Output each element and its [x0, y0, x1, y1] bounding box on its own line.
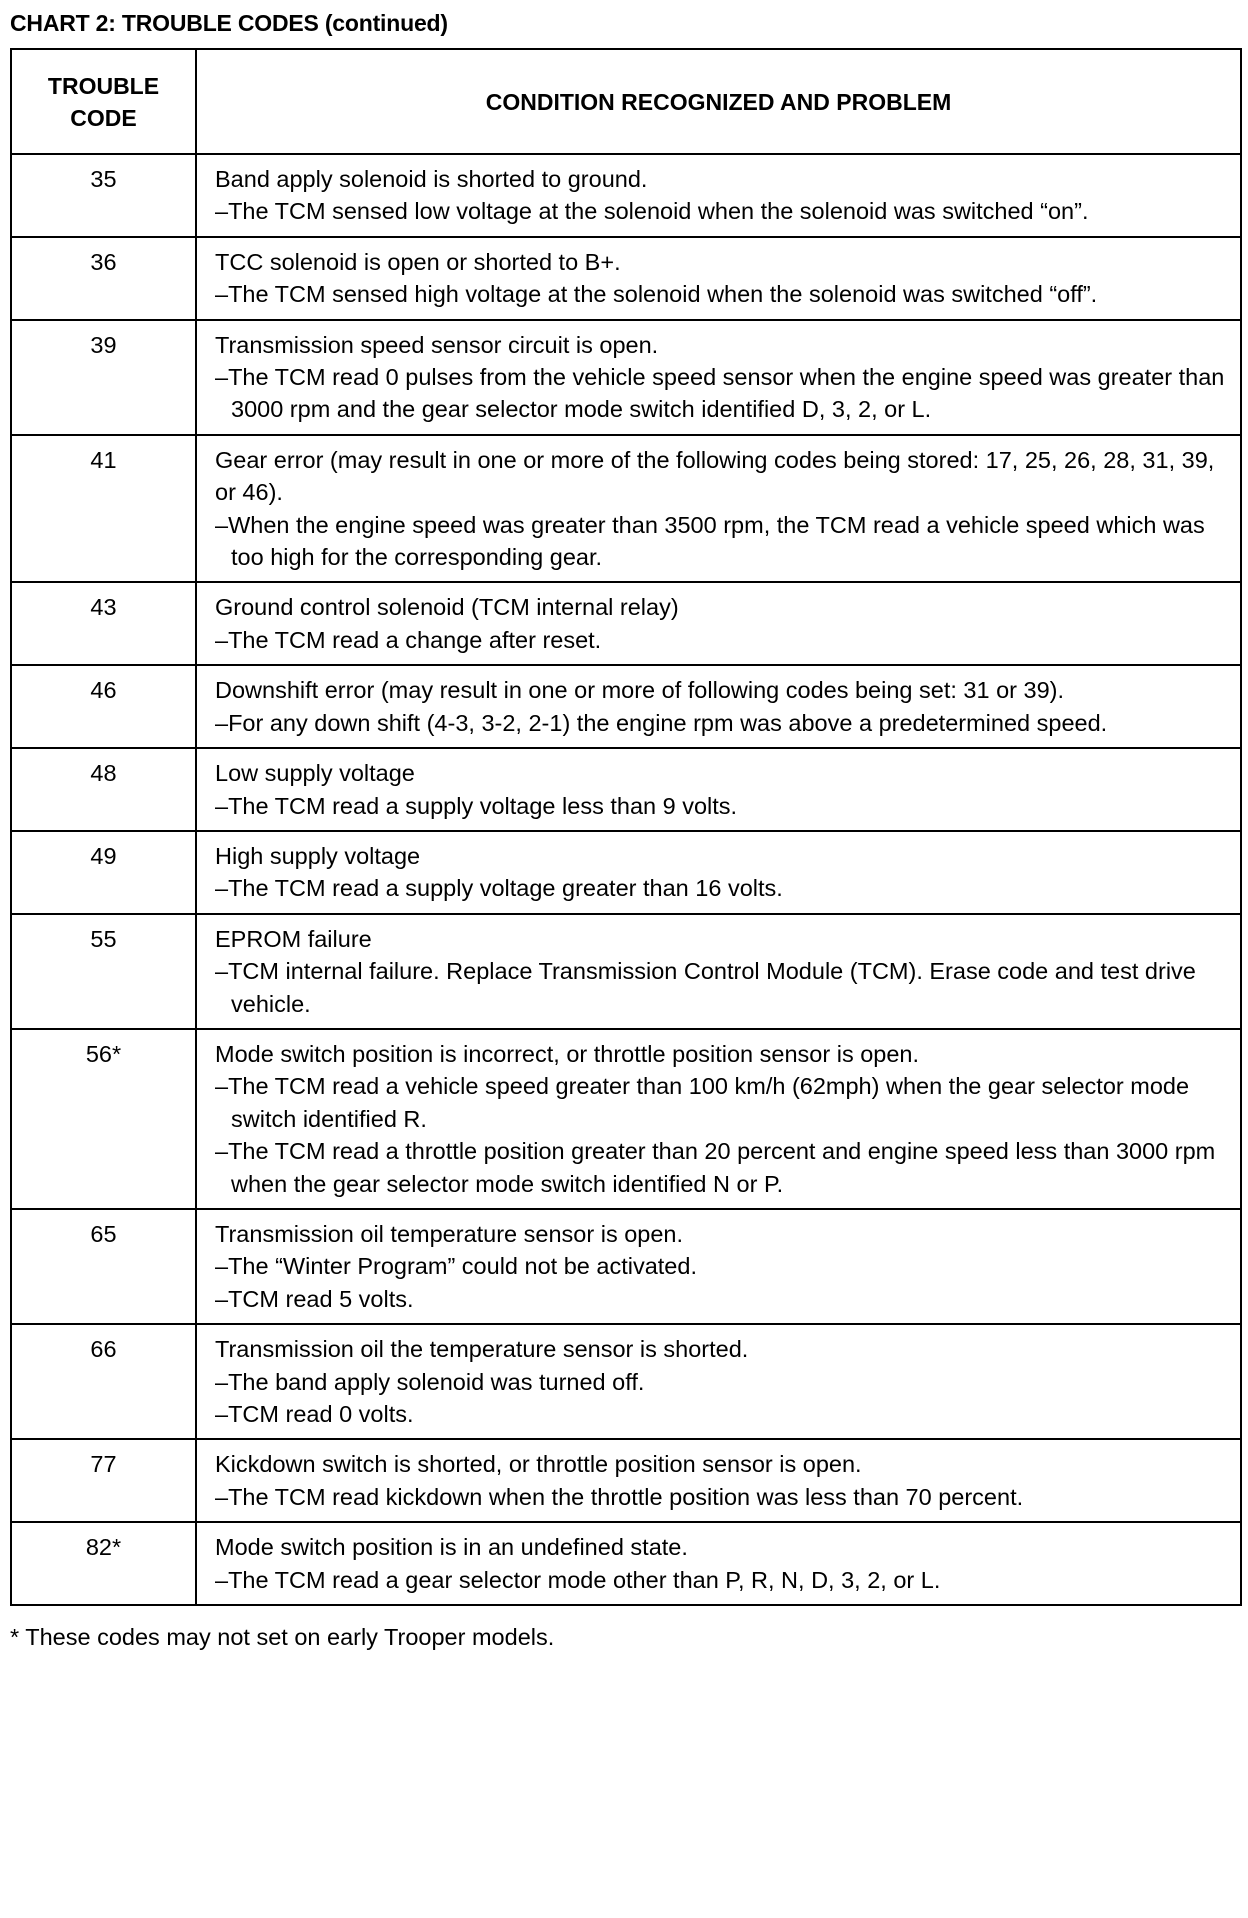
header-condition: CONDITION RECOGNIZED AND PROBLEM [196, 49, 1241, 154]
trouble-code-cell: 46 [11, 665, 196, 748]
trouble-code-cell: 65 [11, 1209, 196, 1324]
table-header-row [11, 49, 1241, 154]
trouble-code-cell: 49 [11, 831, 196, 914]
trouble-code-cell: 77 [11, 1439, 196, 1522]
table-row [11, 831, 1241, 914]
problem-detail-text: –The TCM read a change after reset. [215, 626, 602, 653]
problem-detail-text: –The TCM read a vehicle speed greater than 100 km/h (62mph) when the gear selector mode switch identified R. [215, 1073, 1190, 1132]
problem-detail-text: –The TCM sensed high voltage at the solenoid when the solenoid was switched “off”. [215, 281, 1098, 308]
condition-cell [196, 914, 1241, 1029]
table-row [11, 1439, 1241, 1522]
condition-text: EPROM failure [215, 925, 372, 952]
condition-cell [196, 582, 1241, 665]
condition-text: Gear error (may result in one or more of the following codes being stored: 17, 25, 26, 28, 31, 39, or 46). [215, 446, 1215, 506]
trouble-code-cell: 43 [11, 582, 196, 665]
condition-cell [196, 1209, 1241, 1324]
footnote: * These codes may not set on early Trooper models. [10, 1624, 555, 1651]
table-row [11, 1522, 1241, 1605]
trouble-code-cell: 66 [11, 1324, 196, 1439]
condition-cell [196, 1029, 1241, 1209]
problem-detail-text: –The TCM read a supply voltage greater than 16 volts. [215, 875, 783, 902]
trouble-codes-table [10, 48, 1242, 1606]
table-row [11, 582, 1241, 665]
header-trouble-code-line1: TROUBLE [47, 72, 160, 99]
condition-text: Kickdown switch is shorted, or throttle position sensor is open. [215, 1451, 862, 1478]
condition-text: TCC solenoid is open or shorted to B+. [215, 248, 621, 275]
condition-cell [196, 1439, 1241, 1522]
trouble-code-cell: 56* [11, 1029, 196, 1209]
condition-text: Transmission oil temperature sensor is open. [215, 1220, 684, 1247]
condition-cell [196, 320, 1241, 435]
problem-detail-text: –The band apply solenoid was turned off. [215, 1368, 645, 1395]
condition-text: High supply voltage [215, 842, 421, 869]
problem-detail-text: –When the engine speed was greater than 3500 rpm, the TCM read a vehicle speed which was too high for the corresponding gear. [215, 511, 1205, 571]
problem-detail-text: –TCM read 0 volts. [215, 1401, 414, 1427]
problem-detail-text: –TCM read 5 volts. [215, 1285, 414, 1312]
table-row [11, 914, 1241, 1029]
table-row [11, 154, 1241, 237]
condition-text: Mode switch position is incorrect, or throttle position sensor is open. [215, 1040, 920, 1067]
table-row [11, 1029, 1241, 1209]
condition-text: Low supply voltage [215, 760, 415, 787]
problem-detail-text: –The TCM read a gear selector mode other than P, R, N, D, 3, 2, or L. [215, 1566, 941, 1593]
condition-text: Transmission oil the temperature sensor is shorted. [215, 1336, 749, 1363]
condition-text: Transmission speed sensor circuit is open. [215, 331, 659, 358]
condition-cell [196, 1522, 1241, 1605]
trouble-code-cell: 55 [11, 914, 196, 1029]
condition-cell [196, 154, 1241, 237]
header-trouble-code-line2: CODE [70, 104, 137, 131]
table-body [11, 154, 1241, 1605]
condition-text: Band apply solenoid is shorted to ground. [215, 166, 648, 192]
condition-cell [196, 665, 1241, 748]
problem-detail-text: –For any down shift (4-3, 3-2, 2-1) the engine rpm was above a predetermined speed. [215, 709, 1108, 736]
document-page [10, 6, 1238, 1654]
trouble-code-cell: 41 [11, 435, 196, 583]
trouble-code-cell: 48 [11, 748, 196, 831]
table-row [11, 320, 1241, 435]
chart-title: CHART 2: TROUBLE CODES (continued) [10, 10, 448, 36]
table-row [11, 1209, 1241, 1324]
table-row [11, 237, 1241, 320]
problem-detail-text: –The TCM read a supply voltage less than 9 volts. [215, 792, 738, 819]
table-row [11, 435, 1241, 583]
table-row [11, 665, 1241, 748]
header-trouble-code [11, 49, 196, 154]
condition-cell [196, 748, 1241, 831]
trouble-code-cell: 39 [11, 320, 196, 435]
condition-text: Downshift error (may result in one or more of following codes being set: 31 or 39). [215, 677, 1065, 704]
trouble-code-cell: 82* [11, 1522, 196, 1605]
condition-cell [196, 831, 1241, 914]
trouble-code-cell: 35 [11, 154, 196, 237]
problem-detail-text: –The “Winter Program” could not be activated. [215, 1253, 697, 1280]
trouble-code-cell: 36 [11, 237, 196, 320]
problem-detail-text: –TCM internal failure. Replace Transmission Control Module (TCM). Erase code and test drive vehicle. [215, 958, 1196, 1017]
condition-text: Mode switch position is in an undefined state. [215, 1534, 688, 1561]
condition-cell [196, 237, 1241, 320]
problem-detail-text: –The TCM read a throttle position greater than 20 percent and engine speed less than 3000 rpm when the gear selector mode switch identified N or P. [215, 1138, 1216, 1197]
condition-cell [196, 435, 1241, 583]
table-row [11, 748, 1241, 831]
problem-detail-text: –The TCM read 0 pulses from the vehicle speed sensor when the engine speed was greater than 3000 rpm and the gear selector mode switch identified D, 3, 2, or L. [215, 364, 1225, 423]
problem-detail-text: –The TCM sensed low voltage at the solenoid when the solenoid was switched “on”. [215, 198, 1089, 225]
condition-cell [196, 1324, 1241, 1439]
table-row [11, 1324, 1241, 1439]
condition-text: Ground control solenoid (TCM internal relay) [215, 594, 679, 621]
problem-detail-text: –The TCM read kickdown when the throttle position was less than 70 percent. [215, 1483, 1024, 1510]
